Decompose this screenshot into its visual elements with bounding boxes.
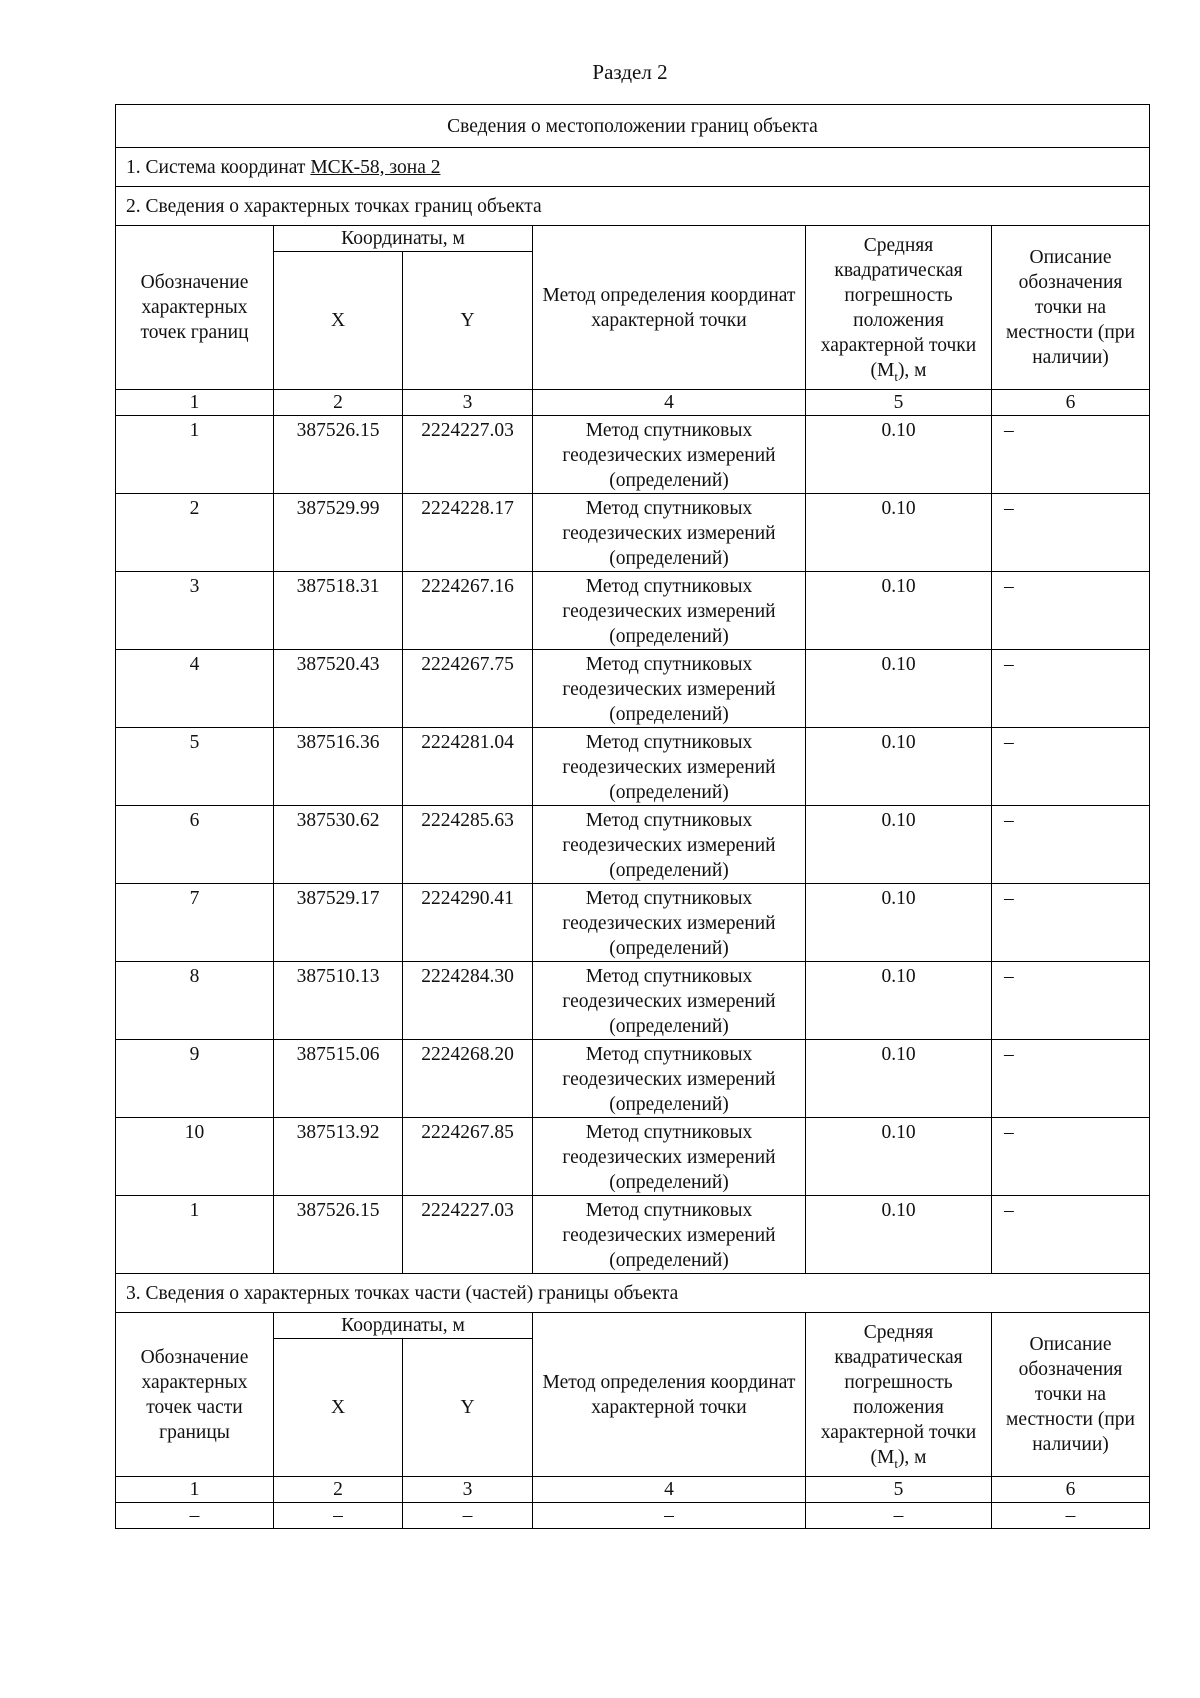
point-method: Метод спутниковых геодезических измерений (определений) — [533, 1040, 806, 1118]
point-x: 387515.06 — [274, 1040, 403, 1118]
point-method: Метод спутниковых геодезических измерений (определений) — [533, 572, 806, 650]
point-method: Метод спутниковых геодезических измерений (определений) — [533, 884, 806, 962]
point-mt: 0.10 — [806, 806, 992, 884]
point-description: – — [992, 1118, 1150, 1196]
point-description: – — [992, 1040, 1150, 1118]
coords-group-header: Координаты, м — [274, 226, 533, 252]
point-description: – — [992, 728, 1150, 806]
point-y: 2224281.04 — [403, 728, 533, 806]
column-number: 5 — [806, 390, 992, 416]
column-number: 1 — [116, 390, 274, 416]
column-number: 4 — [533, 390, 806, 416]
error-header: Средняя квадратическая погрешность положения характерной точки $(M_t)$, м — [806, 226, 992, 390]
point-y: 2224267.75 — [403, 650, 533, 728]
point-method: Метод спутниковых геодезических измерений (определений) — [533, 650, 806, 728]
column-number: 3 — [403, 390, 533, 416]
column-number: 3 — [403, 1477, 533, 1503]
table-cell: – — [533, 1503, 806, 1529]
point-number: 3 — [116, 572, 274, 650]
point-y: 2224268.20 — [403, 1040, 533, 1118]
point-mt: 0.10 — [806, 962, 992, 1040]
table-cell: – — [116, 1503, 274, 1529]
description-header: Описание обозначения точки на местности (при наличии) — [992, 226, 1150, 390]
table-row — [116, 494, 1150, 572]
point-mt: 0.10 — [806, 650, 992, 728]
x-header-part3: X — [274, 1339, 403, 1477]
point-description: – — [992, 650, 1150, 728]
table-cell: – — [403, 1503, 533, 1529]
point-number: 4 — [116, 650, 274, 728]
point-y: 2224267.16 — [403, 572, 533, 650]
table-row — [116, 650, 1150, 728]
part2-title: 2. Сведения о характерных точках границ объекта — [116, 187, 1150, 226]
column-number: 5 — [806, 1477, 992, 1503]
section-title: Раздел 2 — [592, 60, 668, 84]
table-row — [116, 728, 1150, 806]
table-title: Сведения о местоположении границ объекта — [116, 105, 1150, 148]
coord-system-value: МСК-58, зона 2 — [310, 156, 441, 178]
point-method: Метод спутниковых геодезических измерений (определений) — [533, 962, 806, 1040]
point-mt: 0.10 — [806, 494, 992, 572]
designation-header: Обозначение характерных точек границ — [116, 226, 274, 390]
point-mt: 0.10 — [806, 1118, 992, 1196]
error-header-part3: Средняя квадратическая погрешность положения характерной точки $(M_t)$, м — [806, 1313, 992, 1477]
column-number: 4 — [533, 1477, 806, 1503]
table-row — [116, 884, 1150, 962]
column-number: 6 — [992, 1477, 1150, 1503]
boundary-table — [115, 104, 1150, 1529]
point-y: 2224227.03 — [403, 416, 533, 494]
table-row — [116, 962, 1150, 1040]
point-x: 387516.36 — [274, 728, 403, 806]
point-y: 2224227.03 — [403, 1196, 533, 1274]
point-x: 387529.99 — [274, 494, 403, 572]
point-description: – — [992, 1196, 1150, 1274]
point-number: 6 — [116, 806, 274, 884]
point-mt: 0.10 — [806, 572, 992, 650]
designation-header-part3: Обозначение характерных точек части границы — [116, 1313, 274, 1477]
point-number: 1 — [116, 416, 274, 494]
point-x: 387530.62 — [274, 806, 403, 884]
point-x: 387520.43 — [274, 650, 403, 728]
point-x: 387529.17 — [274, 884, 403, 962]
point-x: 387510.13 — [274, 962, 403, 1040]
point-method: Метод спутниковых геодезических измерений (определений) — [533, 1118, 806, 1196]
point-x: 387526.15 — [274, 1196, 403, 1274]
point-number: 9 — [116, 1040, 274, 1118]
column-numbers-row — [116, 390, 1150, 416]
point-mt: 0.10 — [806, 1196, 992, 1274]
point-mt: 0.10 — [806, 1040, 992, 1118]
point-method: Метод спутниковых геодезических измерений (определений) — [533, 806, 806, 884]
table-cell: – — [274, 1503, 403, 1529]
point-description: – — [992, 416, 1150, 494]
coord-system-prefix: 1. Система координат — [126, 156, 311, 178]
point-number: 8 — [116, 962, 274, 1040]
point-y: 2224284.30 — [403, 962, 533, 1040]
point-number: 7 — [116, 884, 274, 962]
table-cell: – — [992, 1503, 1150, 1529]
column-number: 2 — [274, 1477, 403, 1503]
column-numbers-row-part3 — [116, 1477, 1150, 1503]
coord-system-row — [116, 148, 1150, 187]
description-header-part3: Описание обозначения точки на местности (при наличии) — [992, 1313, 1150, 1477]
point-method: Метод спутниковых геодезических измерений (определений) — [533, 728, 806, 806]
x-header: X — [274, 252, 403, 390]
point-y: 2224228.17 — [403, 494, 533, 572]
point-y: 2224290.41 — [403, 884, 533, 962]
point-mt: 0.10 — [806, 416, 992, 494]
y-header: Y — [403, 252, 533, 390]
table-row — [116, 572, 1150, 650]
column-number: 1 — [116, 1477, 274, 1503]
point-y: 2224267.85 — [403, 1118, 533, 1196]
point-x: 387518.31 — [274, 572, 403, 650]
method-header-part3: Метод определения координат характерной точки — [533, 1313, 806, 1477]
table-row — [116, 1118, 1150, 1196]
point-method: Метод спутниковых геодезических измерений (определений) — [533, 494, 806, 572]
point-y: 2224285.63 — [403, 806, 533, 884]
point-method: Метод спутниковых геодезических измерений (определений) — [533, 416, 806, 494]
point-description: – — [992, 572, 1150, 650]
point-description: – — [992, 884, 1150, 962]
point-description: – — [992, 494, 1150, 572]
point-description: – — [992, 962, 1150, 1040]
point-number: 10 — [116, 1118, 274, 1196]
point-number: 2 — [116, 494, 274, 572]
y-header-part3: Y — [403, 1339, 533, 1477]
table-cell: – — [806, 1503, 992, 1529]
point-description: – — [992, 806, 1150, 884]
table-row — [116, 416, 1150, 494]
part3-empty-row — [116, 1503, 1150, 1529]
method-header: Метод определения координат характерной точки — [533, 226, 806, 390]
coords-group-header-part3: Координаты, м — [274, 1313, 533, 1339]
table-row — [116, 1040, 1150, 1118]
table-row — [116, 1196, 1150, 1274]
column-number: 6 — [992, 390, 1150, 416]
point-number: 1 — [116, 1196, 274, 1274]
point-method: Метод спутниковых геодезических измерений (определений) — [533, 1196, 806, 1274]
point-x: 387513.92 — [274, 1118, 403, 1196]
part3-title: 3. Сведения о характерных точках части (частей) границы объекта — [116, 1274, 1150, 1313]
point-x: 387526.15 — [274, 416, 403, 494]
point-number: 5 — [116, 728, 274, 806]
point-mt: 0.10 — [806, 884, 992, 962]
column-number: 2 — [274, 390, 403, 416]
table-row — [116, 806, 1150, 884]
point-mt: 0.10 — [806, 728, 992, 806]
